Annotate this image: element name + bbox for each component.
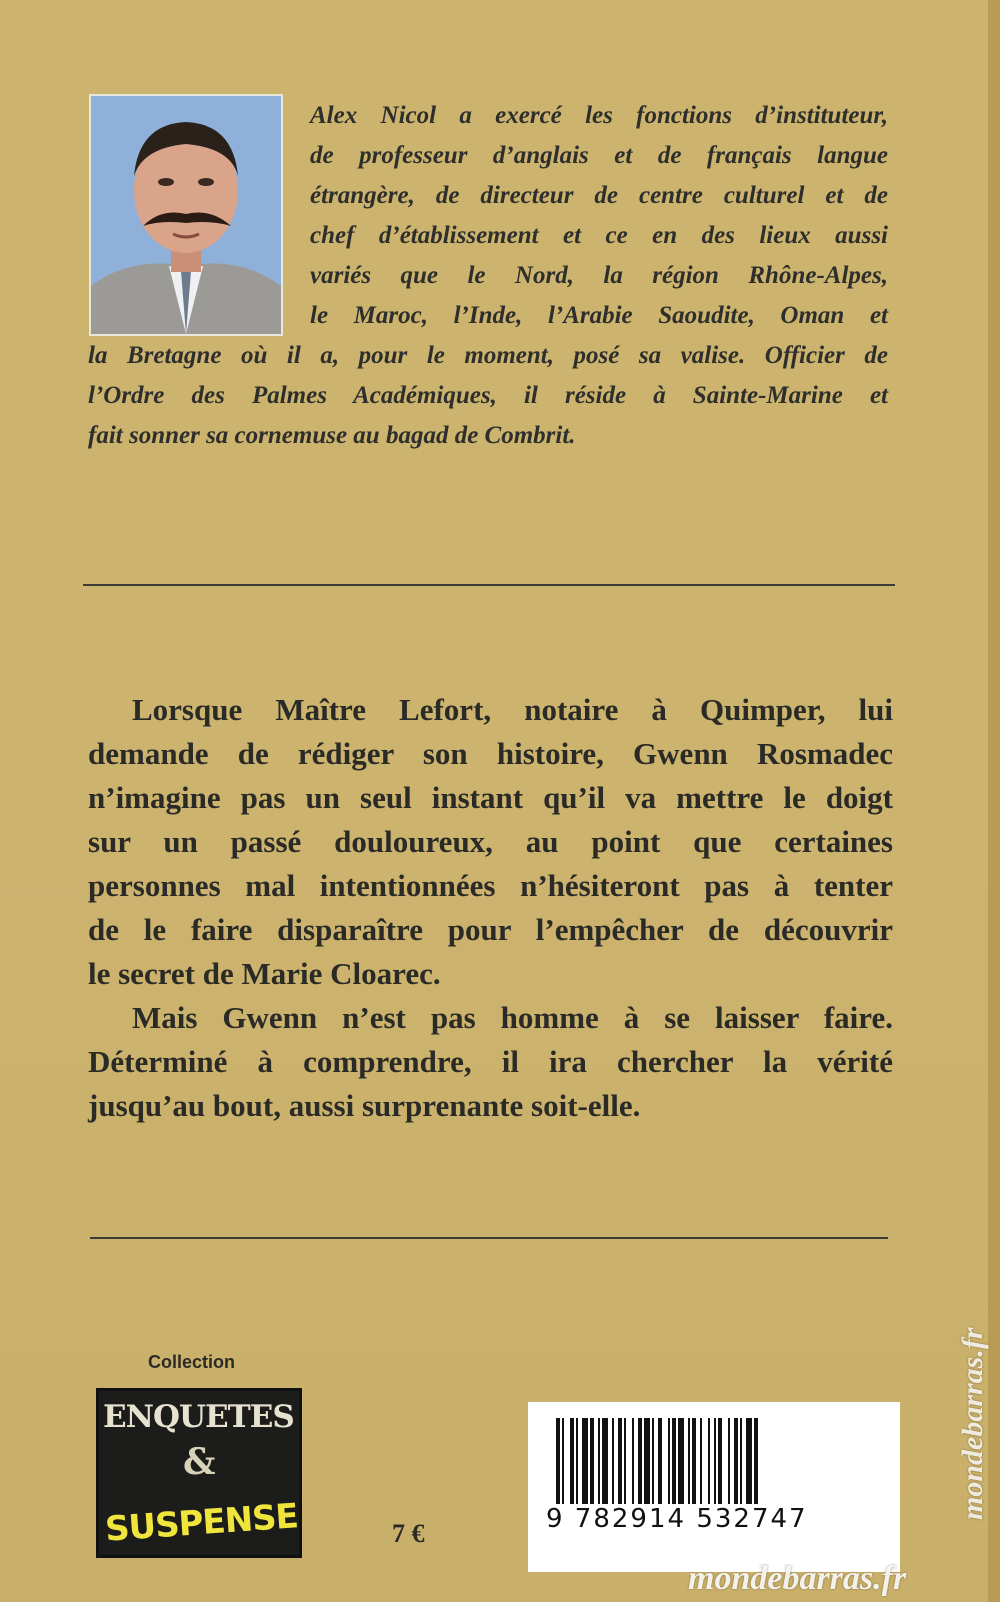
watermark-bottom: mondebarras.fr: [688, 1560, 907, 1597]
barcode-bar: [658, 1418, 662, 1504]
price: 7 €: [392, 1519, 425, 1548]
barcode-icon: [556, 1418, 872, 1504]
barcode-bar: [598, 1418, 600, 1504]
isbn-number: 9 782914 532747: [546, 1504, 808, 1534]
barcode-bar: [570, 1418, 574, 1504]
barcode-bar: [612, 1418, 614, 1504]
summary-line: Lorsque Maître Lefort, notaire à Quimper, lui: [132, 692, 893, 727]
barcode-bar: [754, 1418, 758, 1504]
barcode-bar: [556, 1418, 560, 1504]
logo-enquetes-text: ENQUETES: [103, 1399, 294, 1435]
author-biography: [88, 96, 888, 456]
bio-line: l’Ordre des Palmes Académiques, il réside à Sainte-Marine et: [88, 382, 888, 409]
divider-rule: [90, 1237, 888, 1239]
barcode-bar: [624, 1418, 626, 1504]
barcode-bar: [740, 1418, 742, 1504]
barcode-label: [528, 1402, 900, 1572]
barcode-bar: [590, 1418, 594, 1504]
summary-line: jusqu’au bout, aussi surprenante soit-elle.: [88, 1088, 641, 1123]
logo-suspense-text: SUSPENSE: [103, 1496, 300, 1550]
barcode-bar: [692, 1418, 696, 1504]
watermark-side: mondebarras.fr: [956, 1327, 989, 1520]
barcode-bar: [746, 1418, 752, 1504]
bio-line: variés que le Nord, la région Rhône-Alpes,: [310, 262, 888, 289]
barcode-bar: [638, 1418, 642, 1504]
barcode-bar: [576, 1418, 578, 1504]
book-summary: [88, 688, 893, 1128]
divider-rule: [83, 584, 895, 586]
summary-line: Mais Gwenn n’est pas homme à se laisser faire.: [132, 1000, 893, 1035]
barcode-bar: [718, 1418, 722, 1504]
summary-line: demande de rédiger son histoire, Gwenn Rosmadec: [88, 736, 893, 771]
barcode-bar: [672, 1418, 676, 1504]
collection-label: Collection: [148, 1352, 236, 1372]
collection-logo: [96, 1388, 302, 1558]
barcode-bar: [632, 1418, 634, 1504]
summary-line: de le faire disparaître pour l’empêcher de découvrir: [88, 912, 893, 947]
summary-line: personnes mal intentionnées n’hésiteront pas à tenter: [88, 868, 893, 903]
bio-line: la Bretagne où il a, pour le moment, posé sa valise. Officier de: [88, 342, 888, 369]
barcode-bar: [652, 1418, 654, 1504]
barcode-bar: [708, 1418, 710, 1504]
logo-ampersand: &: [183, 1441, 216, 1483]
bio-line: chef d’établissement et ce en des lieux aussi: [310, 222, 888, 249]
bio-line: étrangère, de directeur de centre culturel et de: [310, 182, 888, 209]
barcode-bar: [618, 1418, 622, 1504]
barcode-bar: [602, 1418, 608, 1504]
summary-line: sur un passé douloureux, au point que certaines: [88, 824, 893, 859]
barcode-bar: [644, 1418, 650, 1504]
barcode-bar: [734, 1418, 738, 1504]
bio-line: de professeur d’anglais et de français langue: [310, 142, 888, 169]
barcode-bar: [688, 1418, 690, 1504]
barcode-bar: [668, 1418, 670, 1504]
bio-line: fait sonner sa cornemuse au bagad de Combrit.: [88, 422, 576, 449]
summary-line: n’imagine pas un seul instant qu’il va mettre le doigt: [88, 780, 893, 815]
summary-line: Déterminé à comprendre, il ira chercher la vérité: [88, 1044, 893, 1079]
summary-line: le secret de Marie Cloarec.: [88, 956, 441, 991]
bio-line: Alex Nicol a exercé les fonctions d’instituteur,: [310, 102, 888, 129]
barcode-bar: [700, 1418, 702, 1504]
bio-line: le Maroc, l’Inde, l’Arabie Saoudite, Oman et: [310, 302, 888, 329]
barcode-bar: [714, 1418, 716, 1504]
barcode-bar: [562, 1418, 564, 1504]
barcode-bar: [728, 1418, 730, 1504]
barcode-bar: [678, 1418, 684, 1504]
barcode-bar: [582, 1418, 588, 1504]
